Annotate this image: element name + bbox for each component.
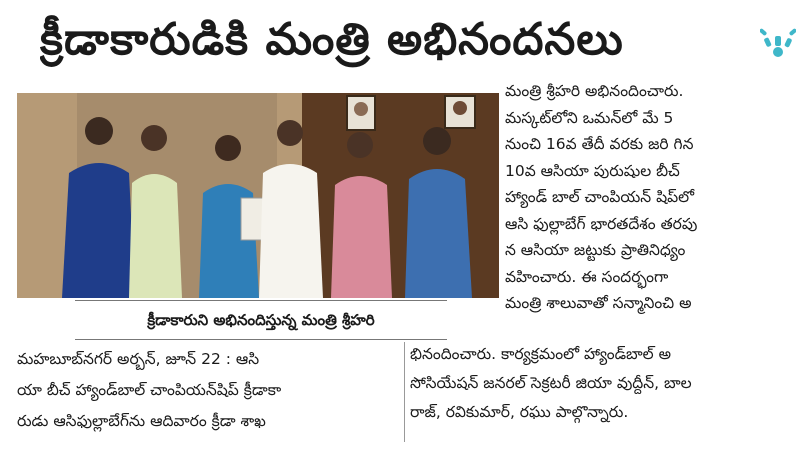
text-line: వహించారు. ఈ సందర్భంగా [505,267,669,286]
text-line: ఆసి ఫుల్లాబేగ్ భారతదేశం తరపు [505,214,698,233]
newspaper-logo-icon [760,10,796,60]
article-right-column [505,78,777,317]
text-line: హ్యాండ్ బాల్ చాంపియన్ షిప్‌లో [505,188,695,206]
text-line: మహబూబ్‌నగర్ అర్బన్, జూన్ 22 : ఆసి [17,350,260,368]
article-bottom-right-column [410,340,782,427]
article-left-column [17,344,397,437]
headline: క్రీడాకారుడికి మంత్రి అభినందనలు [40,14,624,65]
text-line: మంత్రి శ్రీహరి అభినందించారు. [505,82,684,100]
column-divider [404,342,405,442]
text-line: మంత్రి శాలువాతో సన్మానించి అ [505,294,692,312]
news-photo [17,93,499,298]
text-line: 10వ ఆసియా పురుషుల బీచ్ [505,161,680,180]
text-line: యా బీచ్ హ్యాండ్‌బాల్ చాంపియన్‌షిప్ క్రీడాకా [17,381,282,399]
text-line: రుడు ఆసిఫుల్లాబేగ్‌ను ఆదివారం క్రీడా శాఖ [17,412,266,430]
photo-caption: క్రీడాకారుని అభినందిస్తున్న మంత్రి శ్రీహరి [75,300,447,340]
text-line: సోసియేషన్ జనరల్ సెక్రటరీ జియా వుద్దీన్, బాల [410,374,692,392]
text-line: న ఆసియా జట్టుకు ప్రాతినిధ్యం [505,241,686,259]
news-photo-illustration [17,93,499,298]
text-line: మస్కట్‌లోని ఒమన్‌లో మే 5 [505,108,674,127]
text-line: భినందించారు. కార్యక్రమంలో హ్యాండ్‌బాల్ అ [410,345,671,363]
text-line: నుంచి 16వ తేదీ వరకు జరి గిన [505,135,694,153]
text-line: రాజ్, రవికుమార్, రఘు పాల్గొన్నారు. [410,403,629,421]
